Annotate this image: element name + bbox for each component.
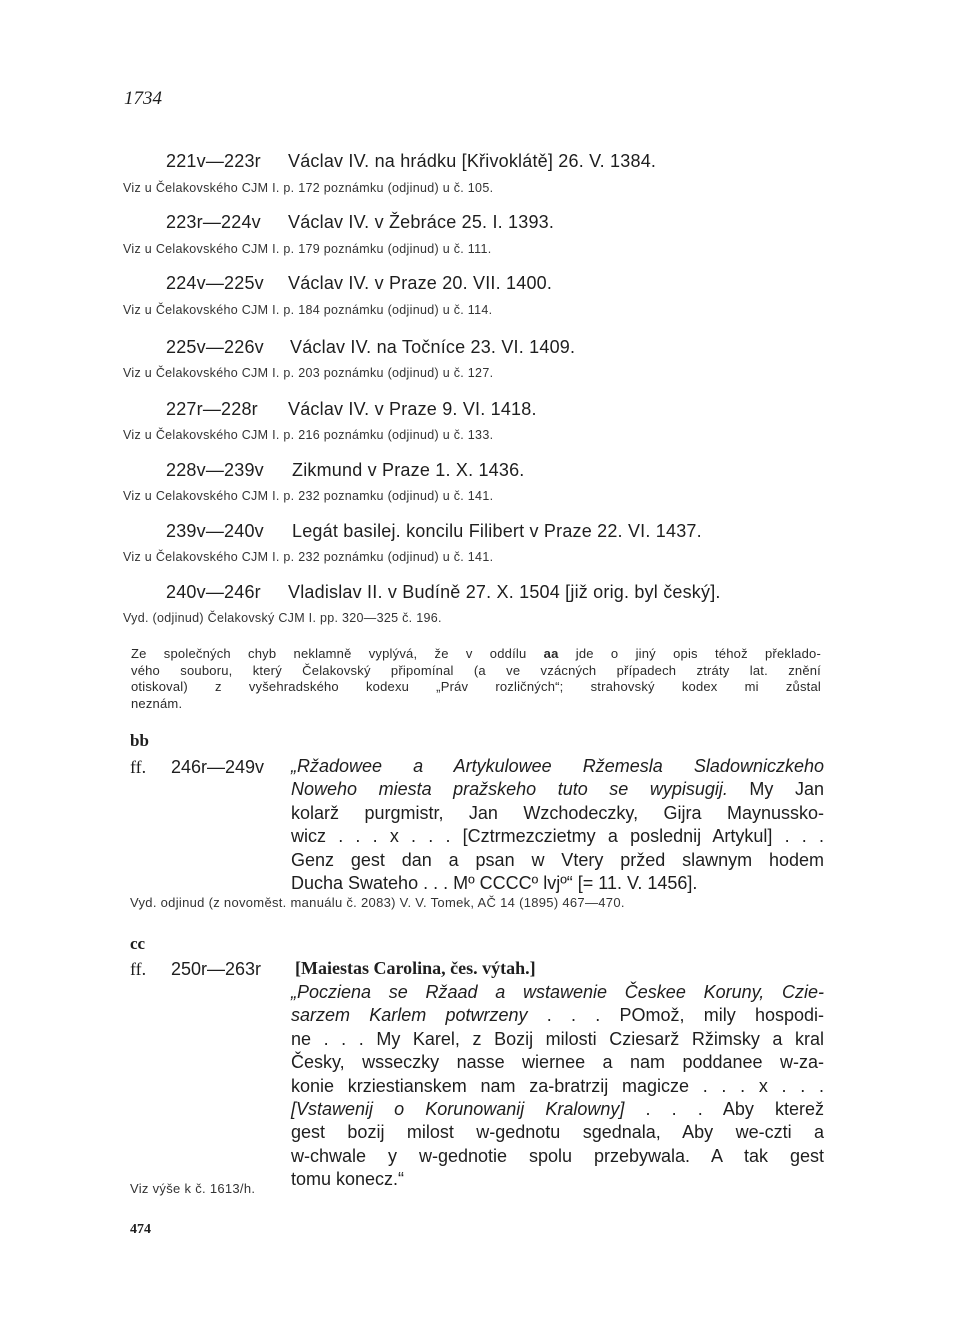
- text-line: Ducha Swateho . . . Mº CCCCº lvjº“ [= 11. V. 1456].: [291, 873, 698, 894]
- running-page-number: 1734: [124, 88, 162, 109]
- entry-note: Viz u Čelakovského CJM I. p. 232 poznámku (odjinud) u č. 141.: [123, 550, 494, 564]
- quoted-text-block: [291, 981, 824, 1192]
- text-fragment: My Jan: [727, 779, 824, 800]
- entry-title: Legát basilej. koncilu Filibert v Praze 22. VI. 1437.: [292, 521, 702, 541]
- reference-note: Viz výše k č. 1613/h.: [130, 1181, 256, 1196]
- entry-note: Viz u Čelakovského CJM I. p. 203 poznámku (odjinud) u č. 127.: [123, 366, 494, 380]
- folio-range: 250r—263r: [171, 959, 262, 979]
- text-line: „Ržadowee a Artykulowee Ržemesla Sladowniczkeho: [291, 756, 824, 776]
- text-fragment: Noweho miesta pražskeho tuto se wypisugij.: [291, 779, 728, 800]
- entry-heading: [166, 521, 702, 542]
- text-fragment: [Vstawenij o Korunowanij Kralowny]: [291, 1099, 625, 1120]
- quoted-text-block: [291, 755, 824, 895]
- text-line: konie krziestianskem nam za-bratrzij magicze . . . x . . .: [291, 1075, 824, 1096]
- page-number: 474: [130, 1222, 151, 1237]
- entry-title: Václav IV. v Praze 9. VI. 1418.: [288, 399, 537, 419]
- entry-title: Václav IV. na hrádku [Křivoklátě] 26. V. 1384.: [288, 151, 657, 171]
- entry-title: Zikmund v Praze 1. X. 1436.: [292, 460, 525, 480]
- text-line: „Pocziena se Ržaad a wstawenie Českee Koruny, Czie-: [291, 982, 824, 1002]
- entry-title: Václav IV. na Točníce 23. VI. 1409.: [290, 337, 576, 357]
- text-line: [291, 1098, 824, 1121]
- entry-title: Vladislav II. v Budíně 27. X. 1504 [již orig. byl český].: [288, 582, 721, 602]
- section-heading: [Maiestas Carolina, čes. výtah.]: [295, 958, 536, 978]
- text-line: ne . . . My Karel, z Bozij milosti Cziesarž Ržimsky a kral: [291, 1028, 824, 1049]
- note-line: otiskoval) z vyšehradského kodexu „Práv rozličných“; strahovský kodex mi zůstal: [131, 679, 821, 694]
- note-line: [131, 646, 821, 663]
- note-line: neznám.: [131, 695, 183, 711]
- note-text: Ze společných chyb neklamně vyplývá, že v oddílu: [131, 646, 544, 661]
- folio-range: 224v—225v: [166, 273, 264, 293]
- section-label: bb: [130, 731, 149, 750]
- text-line: kolarž purgmistr, Jan Wzchodeczky, Gijra Maynussko-: [291, 802, 824, 823]
- section-reference: aa: [543, 646, 559, 661]
- text-fragment: sarzem Karlem potwrzeny: [291, 1005, 528, 1026]
- entry-heading: [166, 151, 656, 172]
- entry-note: Viz u Celakovského CJM I. p. 179 poznámku (odjinud) u č. 111.: [123, 242, 492, 256]
- text-line: tomu konecz.“: [291, 1169, 405, 1190]
- folio-range: 239v—240v: [166, 521, 264, 541]
- text-line: [291, 1004, 824, 1027]
- text-line: gest bozij milost w-gednotu sgednala, Aby we-czti a: [291, 1122, 824, 1143]
- entry-heading: [166, 337, 575, 358]
- folio-range: 221v—223r: [166, 151, 261, 171]
- folio-range: 227r—228r: [166, 399, 258, 419]
- edition-note: Vyd. odjinud (z novoměst. manuálu č. 2083) V. V. Tomek, AČ 14 (1895) 467—470.: [130, 895, 625, 910]
- note-line: vého souboru, který Čelakovský připomínal (a ve vzácných případech ztráty lat. znění: [131, 662, 821, 678]
- entry-heading: [166, 460, 525, 481]
- entry-title: Václav IV. v Žebráce 25. I. 1393.: [288, 212, 555, 232]
- entry-note: Vyd. (odjinud) Čelakovský CJM I. pp. 320—325 č. 196.: [123, 611, 442, 625]
- folio-range: 246r—249v: [171, 757, 265, 777]
- folio-range: 225v—226v: [166, 337, 264, 357]
- entry-note: Viz u Čelakovského CJM I. p. 216 poznámku (odjinud) u č. 133.: [123, 428, 494, 442]
- text-fragment: . . . Aby kterež: [624, 1099, 824, 1120]
- folio-prefix: ff.: [130, 959, 147, 979]
- text-line: w-chwale y w-gednotie spolu przebywala. A tak gest: [291, 1145, 824, 1166]
- entry-heading: [166, 273, 552, 294]
- folio-prefix: ff.: [130, 757, 147, 777]
- entry-note: Viz u Čelakovského CJM I. p. 172 poznámku (odjinud) u č. 105.: [123, 181, 494, 195]
- folio-range: 223r—224v: [166, 212, 261, 232]
- note-paragraph: [131, 646, 821, 712]
- entry-heading: [166, 582, 721, 603]
- text-fragment: . . . POmož, mily hospodi-: [527, 1005, 824, 1026]
- entry-heading: [166, 399, 537, 420]
- text-line: Česky, wsseczky nasse wiernee a nam poddanee w-za-: [291, 1052, 824, 1073]
- text-line: wicz . . . x . . . [Cztrmezczietmy a poslednij Artykul] . . .: [291, 826, 824, 847]
- text-line: Genz gest dan a psan w Vtery pržed slawnym hodem: [291, 849, 824, 870]
- entry-note: Viz u Celakovského CJM I. p. 232 poznamku (odjinud) u č. 141.: [123, 489, 494, 503]
- folio-range: 228v—239v: [166, 460, 264, 480]
- section-label: cc: [130, 934, 146, 953]
- entry-heading: [166, 212, 554, 233]
- entry-title: Václav IV. v Praze 20. VII. 1400.: [288, 273, 553, 293]
- text-line: [291, 778, 824, 801]
- entry-note: Viz u Čelakovského CJM I. p. 184 poznámku (odjinud) u č. 114.: [123, 303, 493, 317]
- note-text: jde o jiný opis téhož překlado-: [558, 646, 821, 661]
- folio-range: 240v—246r: [166, 582, 261, 602]
